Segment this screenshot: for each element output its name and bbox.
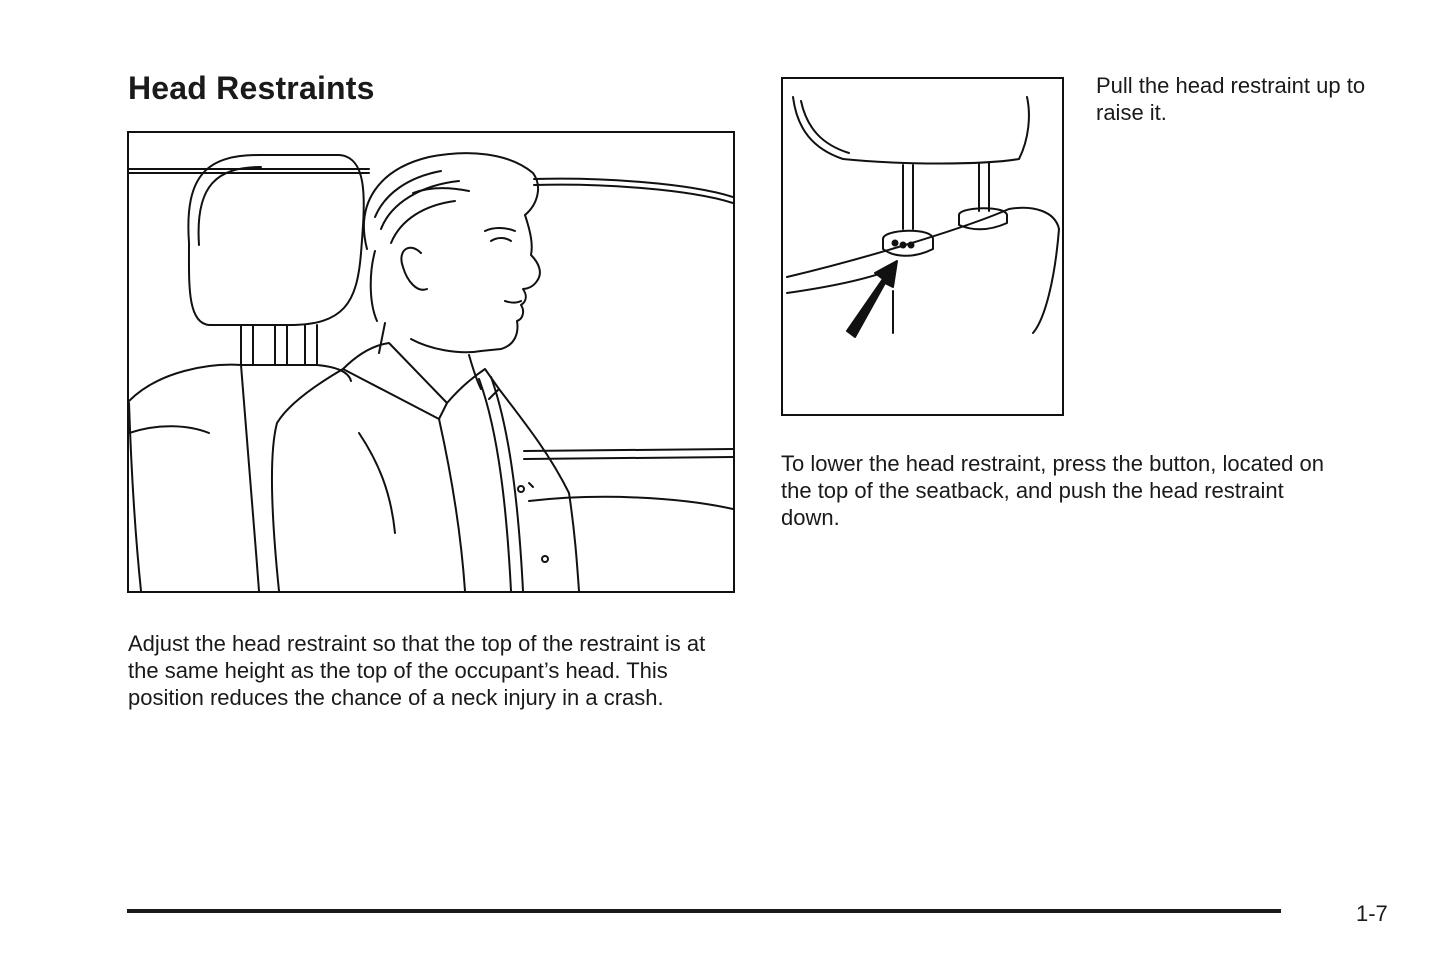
footer-divider bbox=[127, 909, 1281, 913]
release-button bbox=[893, 241, 898, 246]
adjust-instruction: Adjust the head restraint so that the top of the restraint is at the same height as the top of the occupant’s head. This position reduces the chance of a neck injury in a crash. bbox=[128, 631, 706, 710]
shoulder bbox=[272, 369, 343, 591]
ear bbox=[401, 248, 427, 290]
lower-instruction: To lower the head restraint, press the button, located on the top of the seatback, and push the head restraint down. bbox=[781, 451, 1324, 530]
headrest-post bbox=[903, 165, 913, 229]
face-profile bbox=[481, 215, 540, 351]
seatback bbox=[129, 365, 351, 401]
head-restraint-button-figure bbox=[781, 77, 1064, 416]
page-title: Head Restraints bbox=[128, 70, 375, 106]
headrest-bottom bbox=[793, 97, 1029, 164]
headrest-post bbox=[275, 325, 287, 365]
headrest-post bbox=[241, 325, 253, 365]
shirt-collar bbox=[343, 343, 447, 419]
seatbelt bbox=[479, 379, 511, 591]
headrest-post bbox=[979, 163, 989, 211]
occupant-head-restraint-figure bbox=[127, 131, 735, 593]
seatback-top bbox=[787, 208, 1059, 277]
raise-instruction: Pull the head restraint up to raise it. bbox=[1096, 73, 1366, 125]
page-number: 1-7 bbox=[1356, 901, 1388, 926]
headrest-post bbox=[305, 325, 317, 365]
seated-occupant-illustration bbox=[129, 133, 733, 591]
release-button-illustration bbox=[783, 79, 1062, 414]
arrow-icon bbox=[847, 261, 897, 337]
